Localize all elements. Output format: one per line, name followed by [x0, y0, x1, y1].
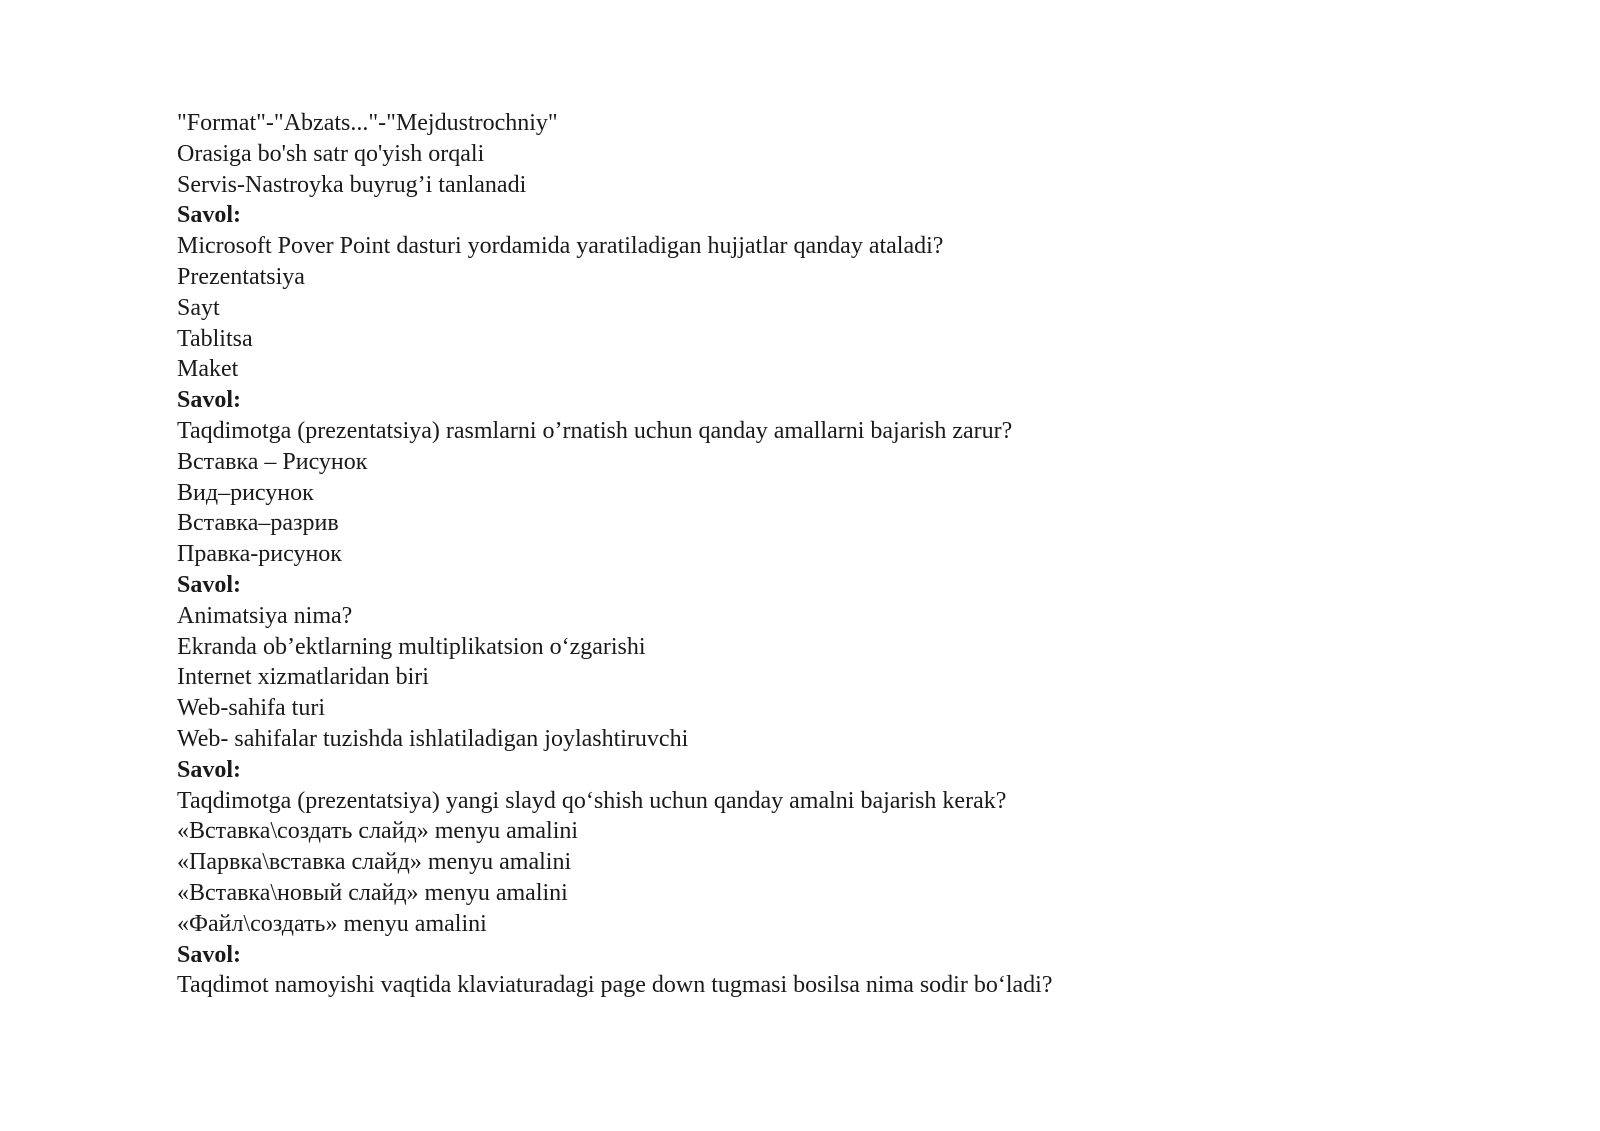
- text-line: Prezentatsiya: [177, 263, 305, 290]
- question-heading: Savol:: [177, 202, 242, 229]
- text-line: «Вставка\новый слайд» menyu amalini: [177, 879, 568, 906]
- text-line: Ekranda ob’ektlarning multiplikatsion o‘zgarishi: [177, 633, 646, 660]
- text-line: Web-sahifa turi: [177, 695, 326, 722]
- text-line: Taqdimotga (prezentatsiya) rasmlarni o’rnatish uchun qanday amallarni bajarish zarur?: [177, 417, 1013, 444]
- text-line: "Format"-"Abzats..."-"Mejdustrochniy": [177, 110, 558, 136]
- text-line: Sayt: [177, 294, 220, 321]
- question-heading: Savol:: [177, 571, 242, 598]
- text-line: Правка-рисунок: [177, 541, 342, 568]
- text-line: Orasiga bo'sh satr qo'yish orqali: [177, 140, 485, 167]
- text-line: «Парвка\вставка слайд» menyu amalini: [177, 849, 572, 876]
- text-line: Internet xizmatlaridan biri: [177, 664, 429, 691]
- text-line: Вставка–разрив: [177, 510, 339, 537]
- text-line: Microsoft Pover Point dasturi yordamida yaratiladigan hujjatlar qanday ataladi?: [177, 233, 944, 260]
- text-line: Maket: [177, 356, 239, 383]
- text-line: Web- sahifalar tuzishda ishlatiladigan joylashtiruvchi: [177, 725, 689, 752]
- text-line: Вставка – Рисунок: [177, 448, 368, 475]
- document-text-body: [177, 108, 1477, 1001]
- text-line: «Вставка\создать слайд» menyu amalini: [177, 818, 579, 845]
- text-line: Taqdimot namoyishi vaqtida klaviaturadagi page down tugmasi bosilsa nima sodir bo‘ladi?: [177, 972, 1053, 999]
- text-line: «Файл\создать» menyu amalini: [177, 910, 487, 937]
- question-heading: Savol:: [177, 941, 242, 968]
- text-line: Вид–рисунок: [177, 479, 314, 506]
- question-heading: Savol:: [177, 387, 242, 414]
- question-heading: Savol:: [177, 756, 242, 783]
- text-line: Servis-Nastroyka buyrug’i tanlanadi: [177, 171, 527, 198]
- text-line: Taqdimotga (prezentatsiya) yangi slayd qo‘shish uchun qanday amalni bajarish kerak?: [177, 787, 1007, 814]
- text-line: Animatsiya nima?: [177, 602, 353, 629]
- text-line: Tablitsa: [177, 325, 253, 352]
